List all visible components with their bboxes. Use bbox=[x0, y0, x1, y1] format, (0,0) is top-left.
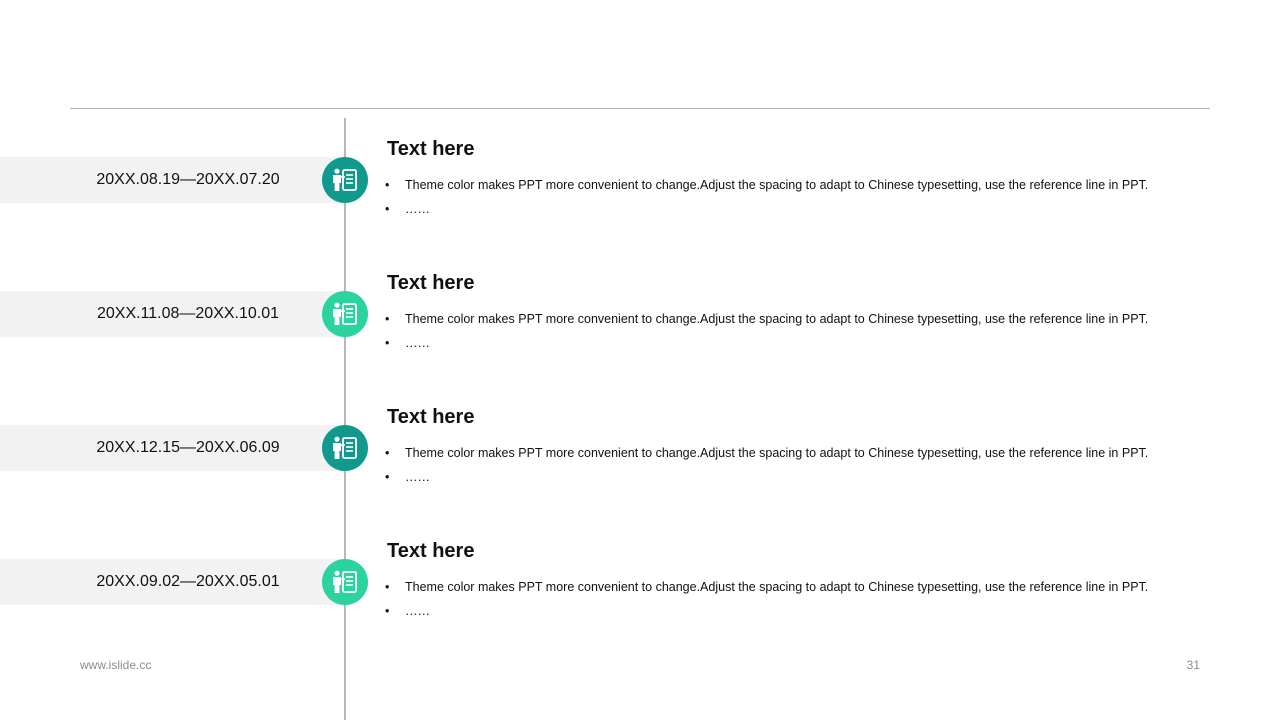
bullet-dot: • bbox=[385, 580, 390, 594]
bullet-item bbox=[385, 336, 1205, 354]
bullet-text: …… bbox=[405, 336, 430, 350]
date-label: 20XX.12.15—20XX.06.09 bbox=[96, 439, 280, 456]
bullet-text: Theme color makes PPT more convenient to change.Adjust the spacing to adapt to Chinese typesetting, use the reference line in PPT. bbox=[405, 178, 1149, 192]
date-label: 20XX.08.19—20XX.07.20 bbox=[96, 171, 280, 188]
presenter-document-icon bbox=[332, 570, 358, 594]
page-number: 31 bbox=[1186, 658, 1200, 672]
bullet-text: Theme color makes PPT more convenient to change.Adjust the spacing to adapt to Chinese typesetting, use the reference line in PPT. bbox=[405, 580, 1149, 594]
bullet-item bbox=[385, 202, 1205, 220]
bullet-item bbox=[385, 470, 1205, 488]
bullet-item bbox=[385, 178, 1205, 196]
presenter-document-icon bbox=[332, 302, 358, 326]
timeline-node bbox=[322, 559, 368, 605]
item-title: Text here bbox=[387, 406, 475, 428]
bullet-dot: • bbox=[385, 178, 390, 192]
bullet-dot: • bbox=[385, 470, 390, 484]
date-label: 20XX.11.08—20XX.10.01 bbox=[96, 305, 280, 322]
bullet-item bbox=[385, 604, 1205, 622]
bullet-text: …… bbox=[405, 202, 430, 216]
bullet-item bbox=[385, 312, 1205, 330]
timeline-line bbox=[344, 118, 346, 720]
timeline-node bbox=[322, 157, 368, 203]
bullet-text: Theme color makes PPT more convenient to change.Adjust the spacing to adapt to Chinese typesetting, use the reference line in PPT. bbox=[405, 446, 1149, 460]
bullet-text: …… bbox=[405, 604, 430, 618]
bullet-dot: • bbox=[385, 604, 390, 618]
bullet-dot: • bbox=[385, 202, 390, 216]
bullet-dot: • bbox=[385, 446, 390, 460]
item-title: Text here bbox=[387, 540, 475, 562]
item-title: Text here bbox=[387, 272, 475, 294]
header-divider bbox=[70, 108, 1210, 109]
presenter-document-icon bbox=[332, 168, 358, 192]
timeline-node bbox=[322, 425, 368, 471]
bullet-text: Theme color makes PPT more convenient to change.Adjust the spacing to adapt to Chinese typesetting, use the reference line in PPT. bbox=[405, 312, 1149, 326]
bullet-item bbox=[385, 580, 1205, 598]
item-title: Text here bbox=[387, 138, 475, 160]
presenter-document-icon bbox=[332, 436, 358, 460]
bullet-text: …… bbox=[405, 470, 430, 484]
bullet-dot: • bbox=[385, 312, 390, 326]
bullet-dot: • bbox=[385, 336, 390, 350]
bullet-item bbox=[385, 446, 1205, 464]
timeline-node bbox=[322, 291, 368, 337]
footer-url: www.islide.cc bbox=[80, 658, 152, 672]
date-label: 20XX.09.02—20XX.05.01 bbox=[96, 573, 280, 590]
